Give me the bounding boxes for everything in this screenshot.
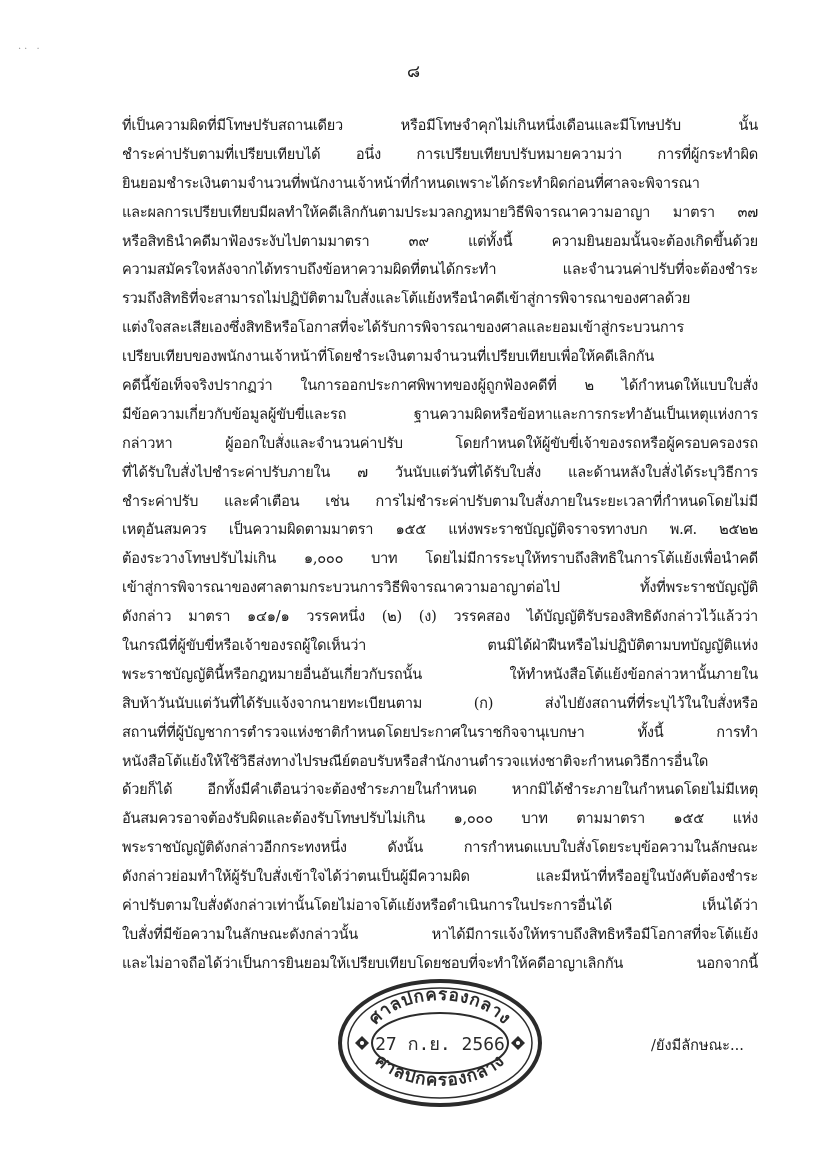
paragraph-line: ดังกล่าว มาตรา ๑๔๑/๑ วรรคหนึ่ง (๒) (ง) วรรคสอง ได้บัญญัติรับรองสิทธิดังกล่าวไว้แล้วว่า (122, 608, 758, 626)
paragraph-line: หนังสือโต้แย้งให้ใช้วิธีส่งทางไปรษณีย์ตอบรับหรือสำนักงานตำรวจแห่งชาติจะกำหนดวิธีการอื่นใด (122, 752, 709, 770)
paragraph-line: ชำระค่าปรับ และคำเตือน เช่น การไม่ชำระค่าปรับตามใบสั่งภายในระยะเวลาที่กำหนดโดยไม่มี (122, 492, 758, 510)
paragraph-line: สิบห้าวันนับแต่วันที่ได้รับแจ้งจากนายทะเบียนตาม (ก) ส่งไปยังสถานที่ที่ระบุไว้ในใบสั่งหรือ (122, 694, 758, 712)
paragraph-line: กล่าวหา ผู้ออกใบสั่งและจำนวนค่าปรับ โดยกำหนดให้ผู้ขับขี่เจ้าของรถหรือผู้ครอบครองรถ (122, 434, 758, 452)
paragraph-line: แต่งใจสละเสียเองซึ่งสิทธิหรือโอกาสที่จะได้รับการพิจารณาของศาลและยอมเข้าสู่กระบวนการ (122, 319, 684, 337)
stamp-date: 27 ก.ย. 2566 (375, 1034, 505, 1055)
paragraph-line: สถานที่ที่ผู้บัญชาการตำรวจแห่งชาติกำหนดโดยประกาศในราชกิจจานุเบกษา ทั้งนี้ การทำ (122, 723, 758, 741)
paragraph-line: หรือสิทธินำคดีมาฟ้องระงับไปตามมาตรา ๓๙ แต่ทั้งนี้ ความยินยอมนั้นจะต้องเกิดขึ้นด้วย (122, 232, 758, 250)
paragraph-line: ในกรณีที่ผู้ขับขี่หรือเจ้าของรถผู้ใดเห็นว่า ตนมิได้ฝ่าฝืนหรือไม่ปฏิบัติตามบทบัญญัติแห่ง (122, 637, 758, 655)
paragraph-line: พระราชบัญญัติดังกล่าวอีกกระทงหนึ่ง ดังนั้น การกำหนดแบบใบสั่งโดยระบุข้อความในลักษณะ (122, 839, 758, 857)
paragraph-line: เปรียบเทียบของพนักงานเจ้าหน้าที่โดยชำระเงินตามจำนวนที่เปรียบเทียบเพื่อให้คดีเลิกกัน (122, 348, 655, 366)
paragraph-line: ที่ได้รับใบสั่งไปชำระค่าปรับภายใน ๗ วันนับแต่วันที่ได้รับใบสั่ง และด้านหลังใบสั่งได้ระบุวิธีการ (122, 463, 758, 481)
paragraph-line: มีข้อความเกี่ยวกับข้อมูลผู้ขับขี่และรถ ฐานความผิดหรือข้อหาและการกระทำอันเป็นเหตุแห่งการ (122, 405, 758, 423)
paragraph-line: ยินยอมชำระเงินตามจำนวนที่พนักงานเจ้าหน้าที่กำหนดเพราะได้กระทำผิดก่อนที่ศาลจะพิจารณา (122, 174, 700, 192)
scan-speck: ·· · (18, 44, 43, 55)
paragraph-line: ความสมัครใจหลังจากได้ทราบถึงข้อหาความผิดที่ตนได้กระทำ และจำนวนค่าปรับที่จะต้องชำระ (122, 261, 758, 279)
paragraph-line: เหตุอันสมควร เป็นความผิดตามมาตรา ๑๕๕ แห่งพระราชบัญญัติจราจรทางบก พ.ศ. ๒๕๒๒ (122, 521, 758, 539)
page-number: ๘ (406, 62, 421, 82)
stamp-ornament-left-icon (355, 1036, 369, 1050)
paragraph-line: คดีนี้ข้อเท็จจริงปรากฏว่า ในการออกประกาศพิพาทของผู้ถูกฟ้องคดีที่ ๒ ได้กำหนดให้แบบใบสั่ง (122, 377, 758, 395)
paragraph-line: ใบสั่งที่มีข้อความในลักษณะดังกล่าวนั้น หาได้มีการแจ้งให้ทราบถึงสิทธิหรือมีโอกาสที่จะโต้แย้ง (122, 925, 758, 943)
svg-text:ศาลปกครองกลาง (372, 1051, 508, 1090)
continued-marker: /ยังมีลักษณะ... (651, 1037, 744, 1054)
stamp-bottom-text: ศาลปกครองกลาง (371, 1050, 509, 1090)
paragraph-line: รวมถึงสิทธิที่จะสามารถไม่ปฏิบัติตามใบสั่งและโต้แย้งหรือนำคดีเข้าสู่การพิจารณาของศาลด้วย (122, 290, 691, 308)
paragraph-line: ค่าปรับตามใบสั่งดังกล่าวเท่านั้นโดยไม่อาจโต้แย้งหรือดำเนินการในประการอื่นได้ เห็นได้ว่า (122, 897, 758, 915)
stamp-top-text: ศาลปกครองกลาง (364, 984, 516, 1029)
paragraph-line: พระราชบัญญัตินี้หรือกฎหมายอื่นอันเกี่ยวกับรถนั้น ให้ทำหนังสือโต้แย้งข้อกล่าวหานั้นภายใน (122, 665, 758, 683)
paragraph-line: และผลการเปรียบเทียบมีผลทำให้คดีเลิกกันตามประมวลกฎหมายวิธีพิจารณาความอาญา มาตรา ๓๗ (122, 203, 758, 221)
paragraph-line: และไม่อาจถือได้ว่าเป็นการยินยอมให้เปรียบเทียบโดยชอบที่จะทำให้คดีอาญาเลิกกัน นอกจากนี้ (122, 954, 758, 972)
paragraph-line: ที่เป็นความผิดที่มีโทษปรับสถานเดียว หรือมีโทษจำคุกไม่เกินหนึ่งเดือนและมีโทษปรับ นั้น (122, 117, 758, 134)
paragraph-line: ดังกล่าวย่อมทำให้ผู้รับใบสั่งเข้าใจได้ว่าตนเป็นผู้มีความผิด และมีหน้าที่หรืออยู่ในบังคับต้องชำระ (122, 868, 758, 886)
stamp-ornament-right-icon (511, 1036, 525, 1050)
paragraph-line: ต้องระวางโทษปรับไม่เกิน ๑,๐๐๐ บาท โดยไม่มีการระบุให้ทราบถึงสิทธิในการโต้แย้งเพื่อนำคดี (122, 550, 758, 568)
paragraph-line: ด้วยก็ได้ อีกทั้งมีคำเตือนว่าจะต้องชำระภายในกำหนด หากมิได้ชำระภายในกำหนดโดยไม่มีเหตุ (122, 781, 758, 799)
paragraph-line: เข้าสู่การพิจารณาของศาลตามกระบวนการวิธีพิจารณาความอาญาต่อไป ทั้งที่พระราชบัญญัติ (122, 579, 758, 597)
court-date-stamp (335, 978, 545, 1108)
body-paragraph (122, 112, 758, 979)
paragraph-line: อันสมควรอาจต้องรับผิดและต้องรับโทษปรับไม่เกิน ๑,๐๐๐ บาท ตามมาตรา ๑๕๕ แห่ง (122, 810, 758, 828)
paragraph-line: ชำระค่าปรับตามที่เปรียบเทียบได้ อนึ่ง การเปรียบเทียบปรับหมายความว่า การที่ผู้กระทำผิด (122, 145, 758, 163)
